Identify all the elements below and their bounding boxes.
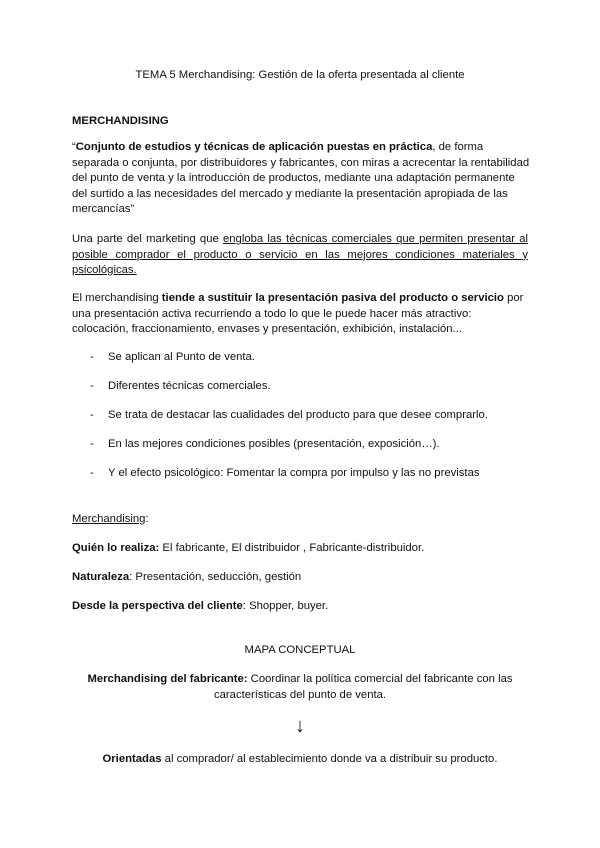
field-label: Naturaleza: [72, 571, 130, 583]
page-title: TEMA 5 Merchandising: Gestión de la oferta presentada al cliente: [135, 69, 465, 81]
field-label: Quién lo realiza:: [72, 542, 160, 554]
field-value: : Shopper, buyer.: [242, 600, 329, 612]
fabricante-text: Coordinar la política comercial del fabricante con las características del punto de venta.: [213, 673, 513, 701]
concept-map-fabricante: [85, 672, 515, 703]
marketing-prefix: Una parte del marketing que: [72, 233, 223, 245]
definition-bold: Conjunto de estudios y técnicas de aplicación puestas en práctica: [75, 141, 433, 153]
merch-bold: tiende a sustituir la presentación pasiva del producto o servicio: [161, 292, 504, 304]
concept-map-title: MAPA CONCEPTUAL: [244, 644, 356, 656]
definition-open-quote: “: [72, 141, 76, 153]
bullet-text: Diferentes técnicas comerciales.: [108, 380, 271, 392]
merch-prefix: El merchandising: [72, 292, 162, 304]
merchandising-label: [72, 512, 528, 528]
bullet-marker: -: [90, 380, 94, 392]
merchandising-paragraph: [72, 291, 530, 338]
field-value: El fabricante, El distribuidor , Fabricante-distribuidor.: [159, 542, 425, 554]
field-label: Desde la perspectiva del cliente: [72, 600, 243, 612]
bullet-marker: -: [90, 409, 94, 421]
bullet-marker: -: [90, 351, 94, 363]
orientadas-label: Orientadas: [102, 753, 162, 765]
bullet-text: Y el efecto psicológico: Fomentar la compra por impulso y las no previstas: [108, 467, 480, 479]
bullet-marker: -: [90, 438, 94, 450]
merchandising-label-text: Merchandising: [72, 513, 146, 525]
merchandising-label-colon: :: [145, 513, 149, 525]
section-heading-text: MERCHANDISING: [72, 115, 169, 127]
orientadas-text: al comprador/ al establecimiento donde va a distribuir su producto.: [161, 753, 498, 765]
field-naturaleza: [72, 570, 528, 586]
definition-rest: , de forma separada o conjunta, por distribuidores y fabricantes, con miras a acrecentar la rentabilidad del punto de venta y la introducción de productos, mediante una adaptación permanente del surtido a las necesidades del mercado y mediante la presentación apropiada de las mercancías”: [72, 141, 530, 215]
definition-paragraph: [72, 140, 530, 218]
section-heading: [72, 114, 528, 130]
concept-map-orientadas: [0, 752, 600, 768]
field-perspectiva-cliente: [72, 599, 528, 615]
bullet-marker: -: [90, 467, 94, 479]
bullet-text: En las mejores condiciones posibles (presentación, exposición…).: [108, 438, 440, 450]
fabricante-label: Merchandising del fabricante:: [87, 673, 248, 685]
field-quien-lo-realiza: [72, 541, 528, 557]
marketing-paragraph: [72, 232, 528, 279]
down-arrow-icon: ↓: [295, 715, 305, 737]
merch-rest: por una presentación activa recurriendo a todo lo que le puede hacer más atractivo: colocación, fraccionamiento, envases y presentación, exhibición, instalación...: [72, 292, 524, 335]
field-value: : Presentación, seducción, gestión: [129, 571, 302, 583]
bullet-text: Se trata de destacar las cualidades del producto para que desee comprarlo.: [108, 409, 488, 421]
bullet-text: Se aplican al Punto de venta.: [108, 351, 255, 363]
marketing-underlined: engloba las técnicas comerciales que permiten presentar al posible comprador el producto o servicio en las mejores condiciones materiales y psicológicas.: [72, 233, 528, 276]
